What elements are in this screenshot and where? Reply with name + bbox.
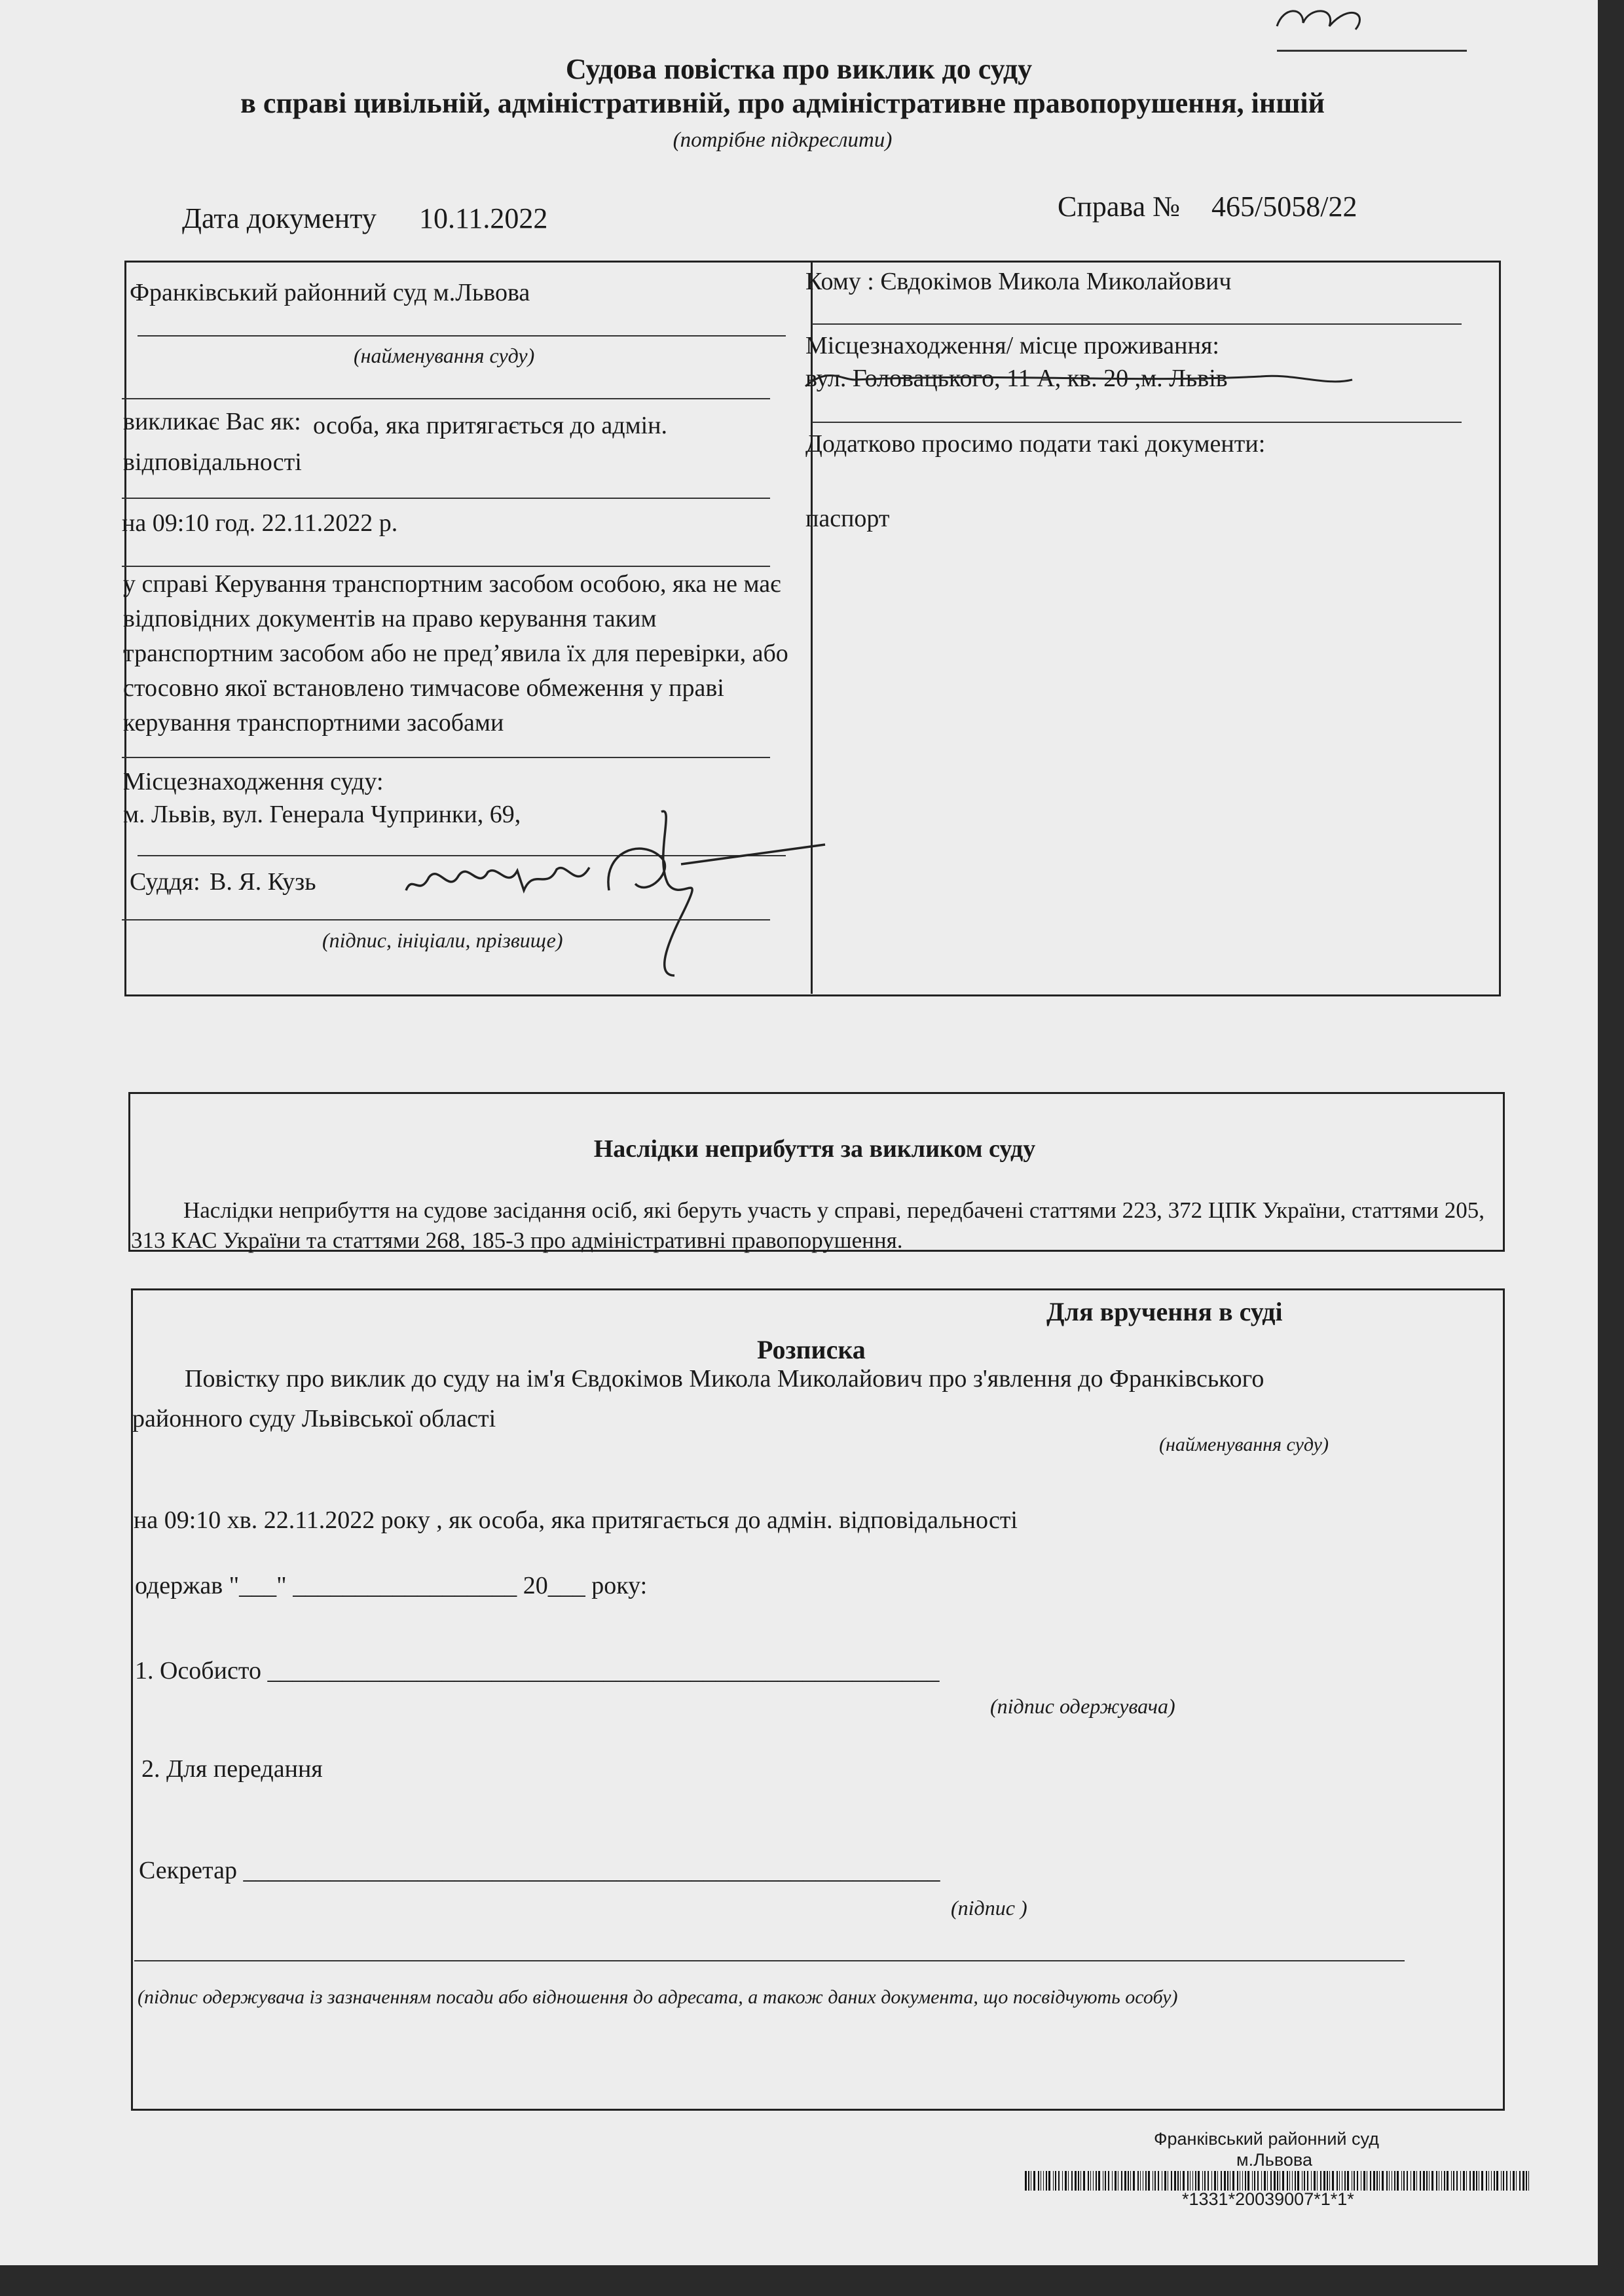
secretary-sign-caption: (підпис ) xyxy=(951,1896,1027,1920)
residence-value: вул. Головацького, 11 А, кв. 20 ,м. Львів xyxy=(805,365,1228,392)
recipient-name: Євдокімов Микола Миколайович xyxy=(880,268,1232,295)
court-location-label: Місцезнаходження суду: xyxy=(123,768,384,795)
barcode xyxy=(1025,2171,1536,2191)
extra-docs-label: Додатково просимо подати такі документи: xyxy=(805,430,1266,458)
for-court-label: Для вручення в суді xyxy=(1046,1297,1283,1326)
receipt-title: Розписка xyxy=(757,1335,866,1364)
signature-caption: (підпис, ініціали, прізвище) xyxy=(322,928,563,952)
court-location: м. Львів, вул. Генерала Чупринки, 69, xyxy=(123,801,521,828)
receipt-line2: районного суду Львівської області xyxy=(132,1405,496,1432)
received-line: одержав "___" __________________ 20___ року: xyxy=(135,1572,648,1599)
hearing-time-line: на 09:10 год. 22.11.2022 р. xyxy=(122,509,398,537)
court-caption: (найменування суду) xyxy=(354,344,535,367)
case-number: 465/5058/22 xyxy=(1211,191,1357,223)
judge-label: Суддя: xyxy=(130,868,200,896)
page-title: Судова повістка про виклик до суду xyxy=(565,53,1033,85)
hearing-date: 22.11.2022 xyxy=(261,509,373,537)
stamp-court-line2: м.Львова xyxy=(1236,2150,1312,2170)
for-transfer-label: 2. Для передання xyxy=(141,1755,323,1783)
underline-note: (потрібне підкреслити) xyxy=(673,128,893,152)
doc-date-label: Дата документу xyxy=(182,202,377,234)
consequences-text: Наслідки неприбуття на судове засідання осіб, які беруть участь у справі, передбачені статтями 223, 372 ЦПК України, статтями 205, 313 КАС України та статтями 268, 185-3 про адміністративні правопорушення. xyxy=(131,1197,1485,1253)
court-name: Франківський районний суд м.Львова xyxy=(130,279,530,306)
extra-docs-value: паспорт xyxy=(805,505,890,532)
stamp-court-line1: Франківський районний суд xyxy=(1154,2129,1379,2149)
recipient-sign-caption: (підпис одержувача) xyxy=(990,1694,1175,1718)
page-subtitle: в справі цивільній, адміністративній, про адміністративне правопорушення, іншій xyxy=(240,87,1325,119)
judge-signature-icon xyxy=(393,799,838,995)
receipt-footer-caption: (підпис одержувача із зазначенням посади або відношення до адресата, а також даних документа, що посвідчують особу) xyxy=(138,1986,1178,2008)
corner-rule xyxy=(1277,50,1467,52)
case-label: Справа № xyxy=(1058,191,1181,223)
calls-as-value: особа, яка притягається до адмін. відповідальності xyxy=(123,412,668,476)
barcode-text: *1331*20039007*1*1* xyxy=(1182,2189,1354,2209)
residence-strike-icon xyxy=(802,360,1359,399)
doc-date: 10.11.2022 xyxy=(419,202,548,234)
consequences-title: Наслідки неприбуття за викликом суду xyxy=(593,1135,1036,1163)
personally-line: 1. Особисто ______________________________________________________ xyxy=(135,1657,940,1685)
receipt-line1: Повістку про виклик до суду на ім'я Євдокімов Микола Миколайович про з'явлення до Франківського xyxy=(185,1365,1264,1393)
calls-as-label: викликає Вас як: xyxy=(123,408,301,435)
hearing-time: 09:10 xyxy=(152,509,210,537)
recipient-line: Кому : Євдокімов Микола Миколайович xyxy=(805,268,1232,295)
secretary-line: Секретар ________________________________________________________ xyxy=(139,1857,940,1884)
judge-name: В. Я. Кузь xyxy=(210,868,316,896)
corner-mark-icon xyxy=(1264,0,1395,39)
receipt-court-caption: (найменування суду) xyxy=(1159,1434,1329,1455)
case-subject: у справі Керування транспортним засобом особою, яка не має відповідних документів на право керування таким транспортним засобом або не пред’явила їх для перевірки, або стосовно якої встановлено тимчасове обмеження у праві керування транспортними засобами xyxy=(123,570,788,737)
receipt-line3: на 09:10 хв. 22.11.2022 року , як особа, яка притягається до адмін. відповідальності xyxy=(134,1506,1018,1534)
residence-label: Місцезнаходження/ місце проживання: xyxy=(805,332,1219,359)
